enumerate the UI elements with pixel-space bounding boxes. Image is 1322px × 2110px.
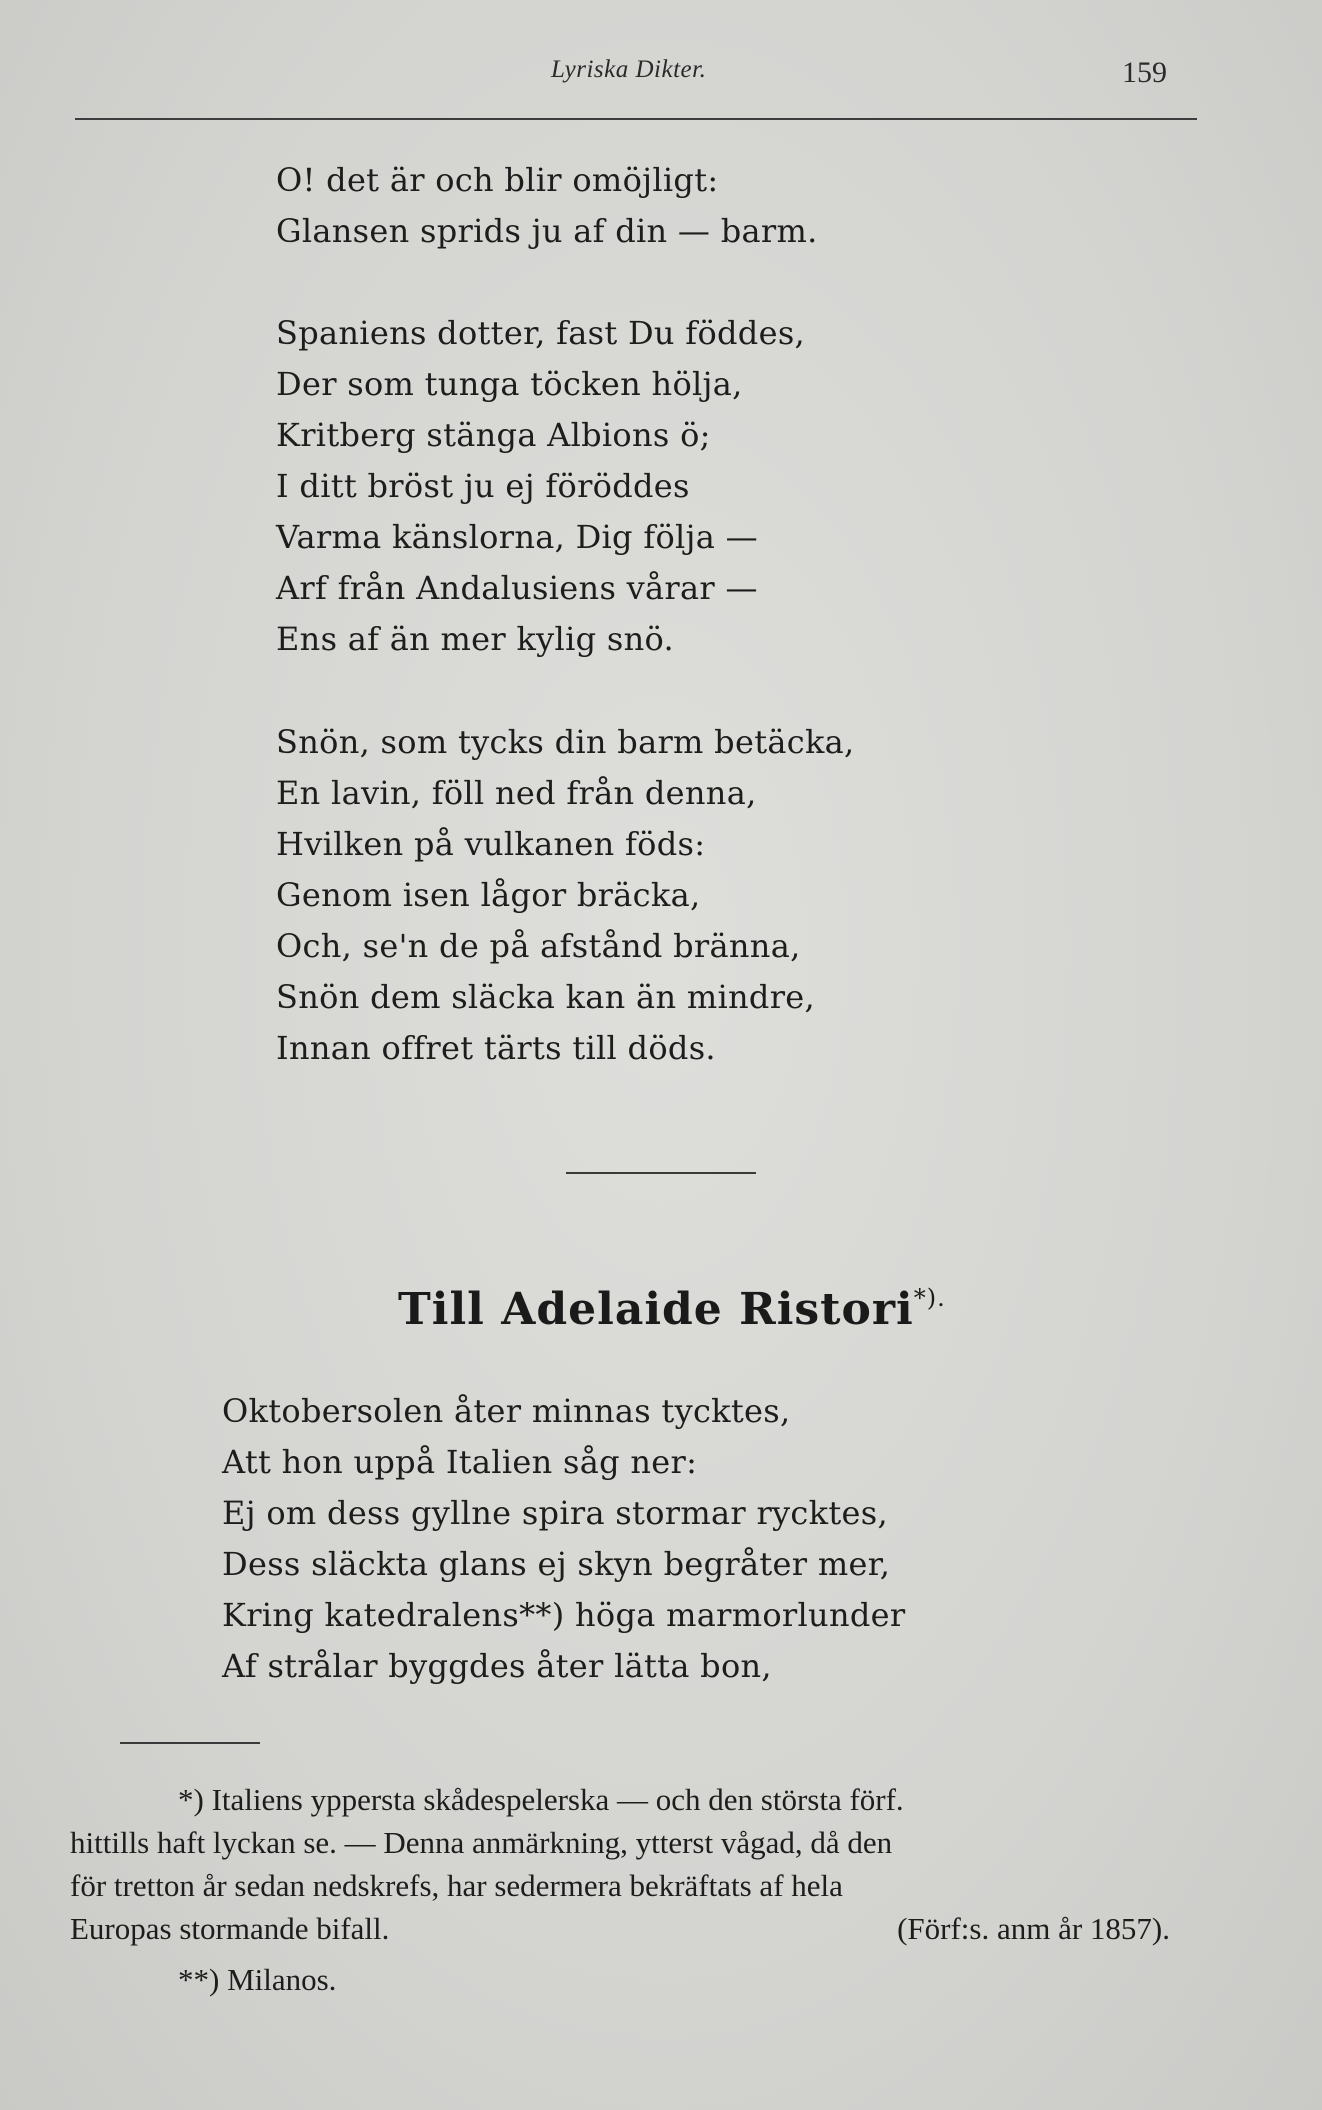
verse-line: Snön, som tycks din barm betäcka, xyxy=(276,723,855,761)
verse-line: I ditt bröst ju ej föröddes xyxy=(276,467,690,505)
section-divider xyxy=(566,1172,756,1174)
header-rule xyxy=(75,118,1197,120)
verse-line: Glansen sprids ju af din — barm. xyxy=(276,212,818,250)
stanza-1 xyxy=(276,155,818,257)
verse-line: Och, se'n de på afstånd bränna, xyxy=(276,927,801,965)
footnote-line: för tretton år sedan nedskrefs, har sedermera bekräftats af hela xyxy=(70,1868,843,1903)
verse-line: Dess släckta glans ej skyn begråter mer, xyxy=(222,1545,891,1583)
verse-line: Oktobersolen åter minnas tycktes, xyxy=(222,1392,791,1430)
footnote-author-note: (Förf:s. anm år 1857). xyxy=(897,1911,1170,1946)
page-number: 159 xyxy=(1122,56,1167,89)
running-title: Lyriska Dikter. xyxy=(551,56,707,83)
verse-line: Snön dem släcka kan än mindre, xyxy=(276,978,815,1016)
footnote-marker: *). xyxy=(913,1284,946,1312)
verse-line: Af strålar byggdes åter lätta bon, xyxy=(222,1647,772,1685)
footnote-text: Europas stormande bifall. xyxy=(70,1911,390,1946)
poem-title-text: Till Adelaide Ristori xyxy=(398,1284,914,1335)
verse-line: Ej om dess gyllne spira stormar rycktes, xyxy=(222,1494,888,1532)
verse-line: En lavin, föll ned från denna, xyxy=(276,774,757,812)
verse-line: Arf från Andalusiens vårar — xyxy=(276,569,758,607)
footnote-line xyxy=(70,1907,1170,1950)
stanza-3 xyxy=(276,717,855,1074)
stanza-2 xyxy=(276,308,805,665)
footnote-line: *) Italiens yppersta skådespelerska — och den största förf. xyxy=(178,1782,904,1817)
verse-line: Genom isen lågor bräcka, xyxy=(276,876,701,914)
verse-line: Innan offret tärts till döds. xyxy=(276,1029,716,1067)
verse-line: Ens af än mer kylig snö. xyxy=(276,620,674,658)
poem-stanza xyxy=(222,1386,906,1692)
footnotes xyxy=(70,1778,1210,2001)
footnote-second: **) Milanos. xyxy=(178,1962,337,1997)
verse-line: O! det är och blir omöjligt: xyxy=(276,161,719,199)
verse-line: Der som tunga töcken hölja, xyxy=(276,365,743,403)
footnote-rule xyxy=(120,1742,260,1744)
verse-line: Spaniens dotter, fast Du föddes, xyxy=(276,314,806,352)
footnote-line: hittills haft lyckan se. — Denna anmärkning, ytterst vågad, då den xyxy=(70,1825,893,1860)
verse-line: Varma känslorna, Dig följa — xyxy=(276,518,758,556)
verse-line: Att hon uppå Italien såg ner: xyxy=(222,1443,698,1481)
poem-title xyxy=(398,1284,946,1335)
verse-line: Hvilken på vulkanen föds: xyxy=(276,825,706,863)
verse-line: Kring katedralens**) höga marmorlunder xyxy=(222,1596,906,1634)
verse-line: Kritberg stänga Albions ö; xyxy=(276,416,711,454)
